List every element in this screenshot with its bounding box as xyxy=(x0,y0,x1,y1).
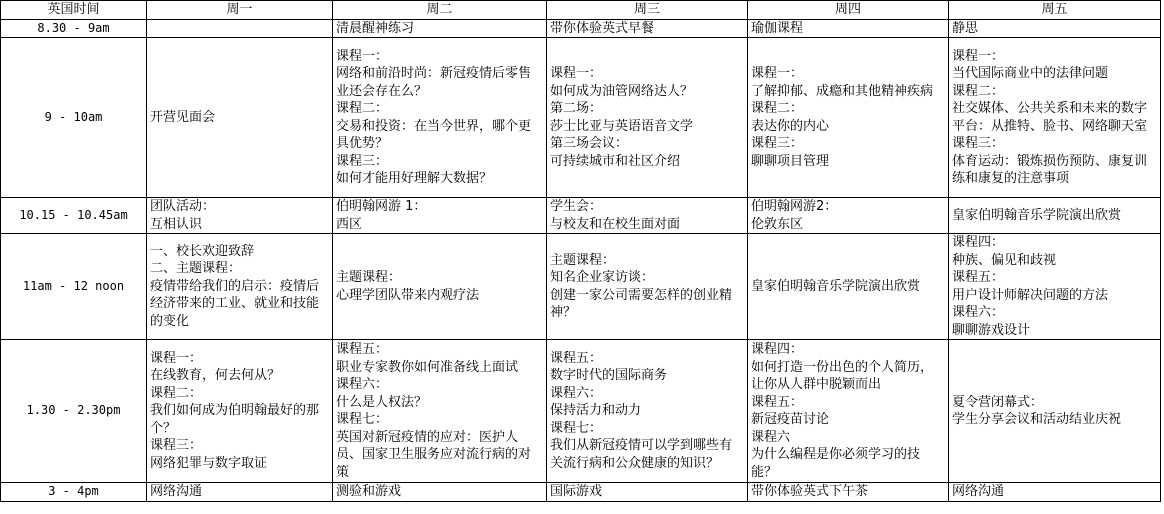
header-row xyxy=(1,1,1161,20)
schedule-cell: 课程一： 网络和前沿时尚：新冠疫情后零售业还会存在么？ 课程二： 交易和投资：在当今世界，哪个更具优势？ 课程三： 如何才能用好理解大数据？ xyxy=(333,38,547,198)
table-row xyxy=(1,198,1161,234)
header-friday: 周五 xyxy=(949,1,1161,20)
time-cell: 3 - 4pm xyxy=(1,483,147,502)
schedule-cell: 国际游戏 xyxy=(547,483,748,502)
schedule-cell: 课程一： 在线教育，何去何从？ 课程二： 我们如何成为伯明翰最好的那个？ 课程三： 网络犯罪与数字取证 xyxy=(147,340,333,483)
header-tuesday: 周二 xyxy=(333,1,547,20)
table-row xyxy=(1,340,1161,483)
schedule-cell: 课程一： 了解抑郁、成瘾和其他精神疾病 课程二： 表达你的内心 课程三： 聊聊项目管理 xyxy=(748,38,949,198)
schedule-cell: 瑜伽课程 xyxy=(748,19,949,38)
schedule-cell: 开营见面会 xyxy=(147,38,333,198)
schedule-cell: 带你体验英式下午茶 xyxy=(748,483,949,502)
table-row xyxy=(1,483,1161,502)
schedule-cell: 主题课程： 心理学团队带来内观疗法 xyxy=(333,234,547,340)
schedule-cell: 学生会： 与校友和在校生面对面 xyxy=(547,198,748,234)
header-time: 英国时间 xyxy=(1,1,147,20)
schedule-cell: 课程四： 种族、偏见和歧视 课程五： 用户设计师解决问题的方法 课程六： 聊聊游戏设计 xyxy=(949,234,1161,340)
schedule-cell: 清晨醒神练习 xyxy=(333,19,547,38)
schedule-cell: 主题课程： 知名企业家访谈： 创建一家公司需要怎样的创业精神？ xyxy=(547,234,748,340)
schedule-cell: 测验和游戏 xyxy=(333,483,547,502)
schedule-cell: 课程一： 如何成为油管网络达人？ 第二场： 莎士比亚与英语语音文学 第三场会议： 可持续城市和社区介绍 xyxy=(547,38,748,198)
schedule-cell: 团队活动： 互相认识 xyxy=(147,198,333,234)
time-cell: 8.30 - 9am xyxy=(1,19,147,38)
schedule-cell: 夏令营闭幕式： 学生分享会议和活动结业庆祝 xyxy=(949,340,1161,483)
schedule-cell: 伯明翰网游 1： 西区 xyxy=(333,198,547,234)
table-row xyxy=(1,19,1161,38)
schedule-cell: 一、校长欢迎致辞 二、主题课程： 疫情带给我们的启示：疫情后经济带来的工业、就业和技能的变化 xyxy=(147,234,333,340)
schedule-cell: 课程五： 数字时代的国际商务 课程六： 保持活力和动力 课程七： 我们从新冠疫情可以学到哪些有关流行病和公众健康的知识？ xyxy=(547,340,748,483)
schedule-cell: 带你体验英式早餐 xyxy=(547,19,748,38)
schedule-cell: 网络沟通 xyxy=(147,483,333,502)
schedule-cell: 静思 xyxy=(949,19,1161,38)
schedule-cell: 皇家伯明翰音乐学院演出欣赏 xyxy=(748,234,949,340)
time-cell: 10.15 - 10.45am xyxy=(1,198,147,234)
schedule-cell: 皇家伯明翰音乐学院演出欣赏 xyxy=(949,198,1161,234)
header-wednesday: 周三 xyxy=(547,1,748,20)
header-thursday: 周四 xyxy=(748,1,949,20)
time-cell: 1.30 - 2.30pm xyxy=(1,340,147,483)
schedule-cell: 课程四： 如何打造一份出色的个人简历，让你从人群中脱颖而出 课程五： 新冠疫苗讨论 课程六 为什么编程是你必须学习的技能？ xyxy=(748,340,949,483)
time-cell: 9 - 10am xyxy=(1,38,147,198)
table-row xyxy=(1,38,1161,198)
schedule-cell: 课程一： 当代国际商业中的法律问题 课程二： 社交媒体、公共关系和未来的数字平台：从推特、脸书、网络聊天室 课程三： 体育运动：锻炼损伤预防、康复训练和康复的注意事项 xyxy=(949,38,1161,198)
table-row xyxy=(1,234,1161,340)
header-monday: 周一 xyxy=(147,1,333,20)
schedule-cell: 网络沟通 xyxy=(949,483,1161,502)
schedule-cell xyxy=(147,19,333,38)
time-cell: 11am - 12 noon xyxy=(1,234,147,340)
schedule-cell: 伯明翰网游2： 伦敦东区 xyxy=(748,198,949,234)
schedule-cell: 课程五： 职业专家教你如何准备线上面试 课程六： 什么是人权法？ 课程七： 英国对新冠疫情的应对：医护人员、国家卫生服务应对流行病的对策 xyxy=(333,340,547,483)
